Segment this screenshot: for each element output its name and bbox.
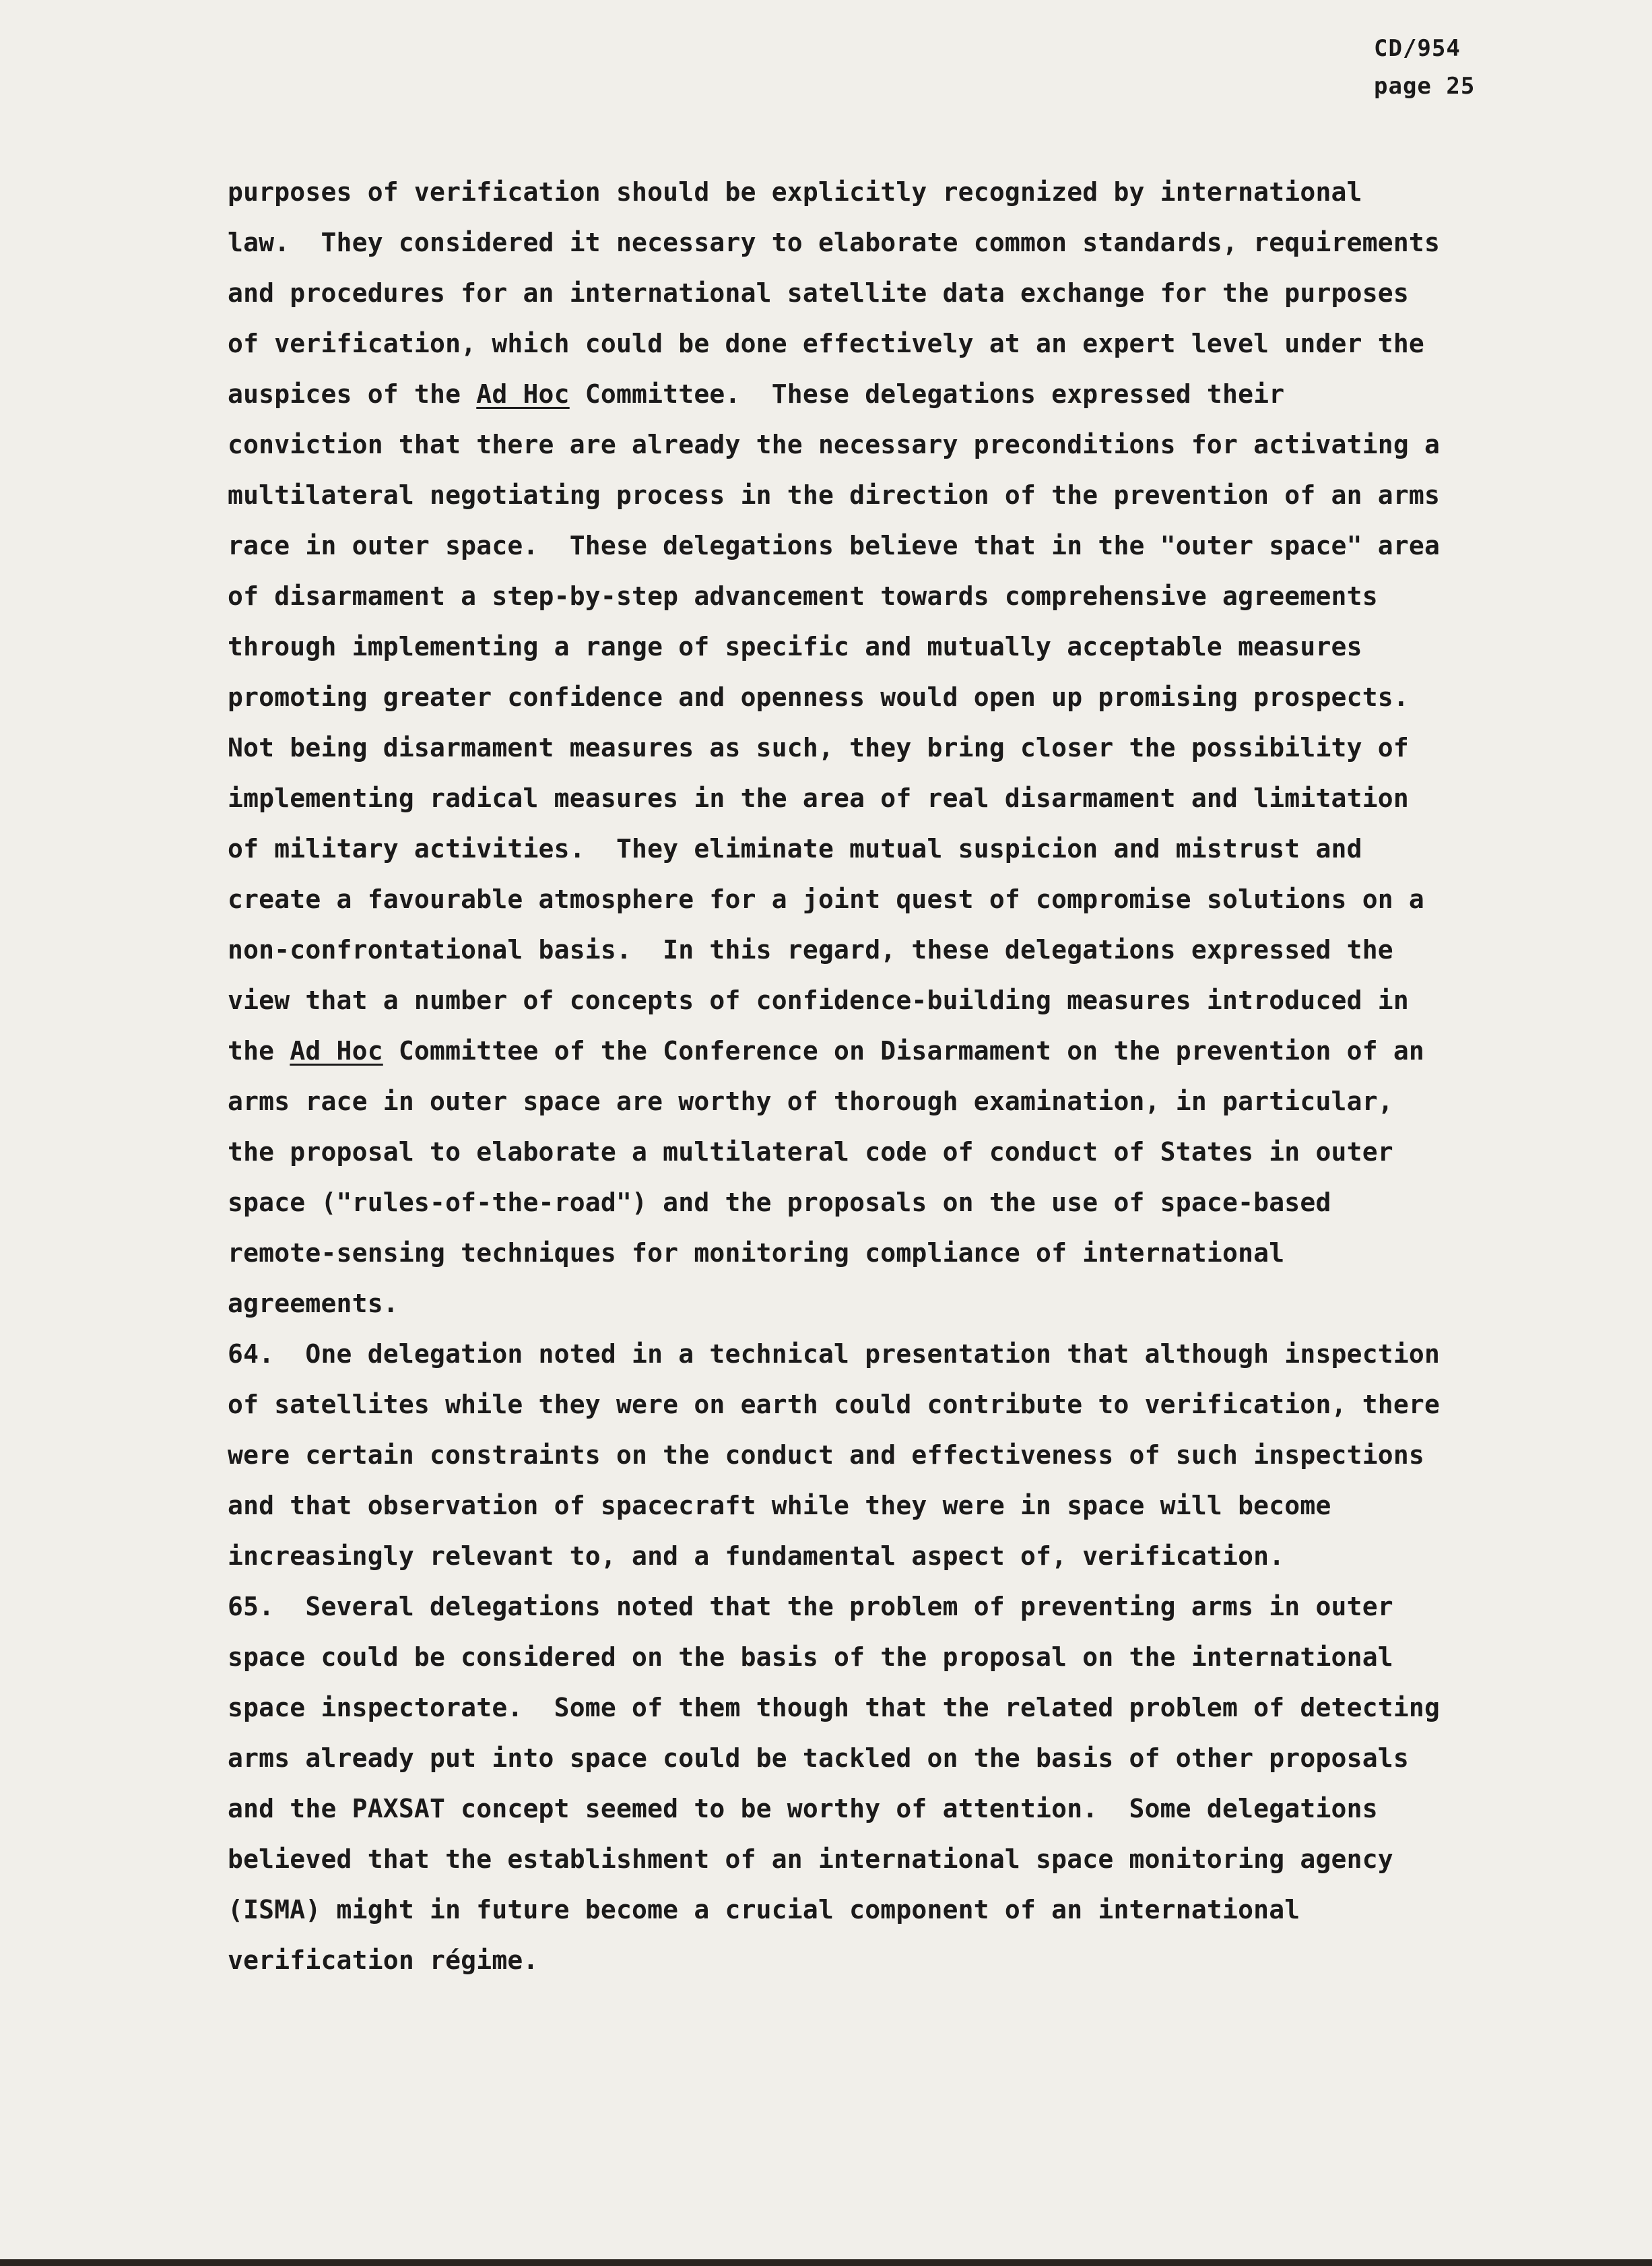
text-line [228,874,1581,925]
text-line [228,1834,1581,1885]
text-segment: were certain constraints on the conduct and effectiveness of such inspections [228,1440,1425,1470]
page-bottom-edge [0,2259,1652,2266]
text-line [228,1935,1581,1986]
text-line [228,1228,1581,1278]
text-segment: 65. Several delegations noted that the problem of preventing arms in outer [228,1592,1393,1621]
text-segment: the proposal to elaborate a multilateral code of conduct of States in outer [228,1137,1393,1167]
text-line [228,1380,1581,1430]
text-segment: of verification, which could be done effectively at an expert level under the [228,329,1425,358]
text-segment: race in outer space. These delegations believe that in the "outer space" area [228,531,1441,560]
text-line [228,1885,1581,1935]
text-segment: of military activities. They eliminate mutual suspicion and mistrust and [228,834,1362,864]
text-line [228,1127,1581,1177]
text-segment: space ("rules-of-the-road") and the proposals on the use of space-based [228,1188,1331,1217]
text-segment: auspices of the [228,379,477,409]
text-segment: the [228,1036,290,1066]
text-line [228,521,1581,571]
text-segment: through implementing a range of specific and mutually acceptable measures [228,632,1362,661]
text-segment: promoting greater confidence and openness would open up promising prospects. [228,682,1409,712]
text-line [228,571,1581,622]
text-segment: law. They considered it necessary to elaborate common standards, requirements [228,228,1441,257]
text-line [228,1026,1581,1076]
text-segment: believed that the establishment of an international space monitoring agency [228,1844,1393,1874]
text-line [228,1733,1581,1784]
text-segment: agreements. [228,1289,399,1318]
text-line [228,218,1581,268]
text-segment: and the PAXSAT concept seemed to be worthy of attention. Some delegations [228,1794,1378,1823]
text-line [228,1329,1581,1380]
text-segment: arms race in outer space are worthy of thorough examination, in particular, [228,1087,1393,1116]
text-segment: and procedures for an international satellite data exchange for the purposes [228,278,1409,308]
document-symbol: CD/954 [1374,35,1461,62]
text-line [228,1531,1581,1582]
text-segment: purposes of verification should be explicitly recognized by international [228,177,1362,207]
text-line [228,672,1581,723]
text-line [228,723,1581,773]
text-line [228,1481,1581,1531]
text-line [228,773,1581,824]
text-line [228,622,1581,672]
text-segment: conviction that there are already the necessary preconditions for activating a [228,430,1441,459]
text-segment: non-confrontational basis. In this regard, these delegations expressed the [228,935,1393,965]
text-segment: space inspectorate. Some of them though that the related problem of detecting [228,1693,1441,1722]
text-segment: implementing radical measures in the area of real disarmament and limitation [228,783,1409,813]
text-line [228,1076,1581,1127]
text-line [228,167,1581,218]
text-line [228,824,1581,874]
text-segment: Not being disarmament measures as such, they bring closer the possibility of [228,733,1409,763]
text-line [228,1683,1581,1733]
underlined-term: Ad Hoc [476,379,570,409]
text-segment: of disarmament a step-by-step advancement towards comprehensive agreements [228,581,1378,611]
page-header [1374,30,1475,105]
page-number: page 25 [1374,73,1476,100]
text-line [228,268,1581,319]
text-segment: (ISMA) might in future become a crucial component of an international [228,1895,1300,1924]
text-segment: view that a number of concepts of confidence-building measures introduced in [228,985,1409,1015]
text-line [228,1177,1581,1228]
text-line [228,1582,1581,1632]
text-segment: arms already put into space could be tackled on the basis of other proposals [228,1743,1409,1773]
text-line [228,1632,1581,1683]
text-segment: create a favourable atmosphere for a joint quest of compromise solutions on a [228,884,1425,914]
text-segment: verification régime. [228,1945,539,1975]
text-line [228,420,1581,470]
text-segment: Committee of the Conference on Disarmament on the prevention of an [383,1036,1425,1066]
text-line [228,470,1581,521]
text-line [228,975,1581,1026]
text-segment: of satellites while they were on earth could contribute to verification, there [228,1390,1441,1419]
text-line [228,369,1581,420]
text-line [228,1278,1581,1329]
text-segment: space could be considered on the basis of the proposal on the international [228,1642,1393,1672]
text-segment: 64. One delegation noted in a technical presentation that although inspection [228,1339,1441,1369]
body-text [228,167,1581,1986]
text-segment: remote-sensing techniques for monitoring compliance of international [228,1238,1285,1268]
text-segment: increasingly relevant to, and a fundamental aspect of, verification. [228,1541,1285,1571]
text-segment: and that observation of spacecraft while they were in space will become [228,1491,1331,1520]
text-line [228,319,1581,369]
text-line [228,1430,1581,1481]
text-line [228,1784,1581,1834]
text-line [228,925,1581,975]
text-segment: multilateral negotiating process in the direction of the prevention of an arms [228,480,1441,510]
text-segment: Committee. These delegations expressed their [569,379,1285,409]
underlined-term: Ad Hoc [290,1036,383,1066]
